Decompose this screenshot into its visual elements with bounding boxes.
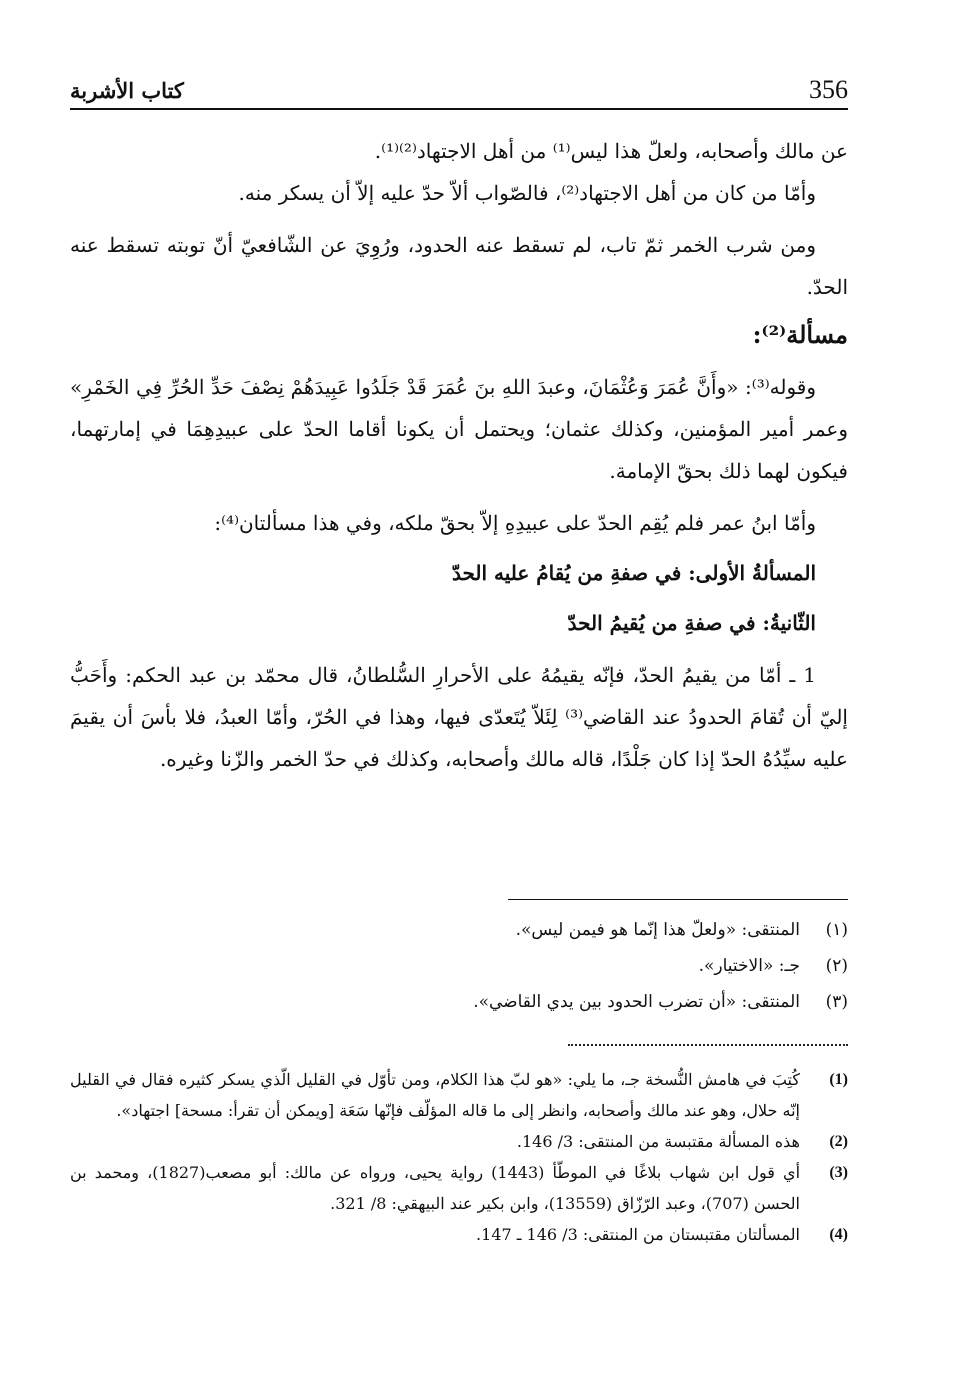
footnotes-arabic-numerals	[70, 912, 848, 1020]
footnote-number: (3)	[829, 1164, 848, 1181]
footnote-item	[70, 1126, 848, 1157]
footnote-text: جـ: «الاختيار».	[698, 956, 800, 976]
page-number: 356	[809, 75, 848, 104]
footnote-item	[70, 1064, 848, 1126]
footnote-item	[70, 984, 848, 1020]
footnote-text: المسألتان مقتبستان من المنتقى: 3/ 146 ـ 147.	[476, 1225, 800, 1244]
footnote-text: كُتِبَ في هامش النُّسخة جـ، ما يلي: «هو لبّ هذا الكلام، ومن تأوّل في القليل الّذي يسكر كثيره فقال في القليل إنّه حلال، وهو عند مالك وأصحابه، وانظر إلى ما قاله المؤلّف فإنّها سَعَة [ويمكن أن تقرأ: مسحة] اجتهاد».	[70, 1070, 801, 1120]
page-header	[70, 72, 848, 108]
paragraph-3: ومن شرب الخمر ثمّ تاب، لم تسقط عنه الحدود، ورُوِيَ عن الشّافعيّ أنّ توبته تسقط عنه الحدّ.	[70, 233, 848, 299]
paragraph-4: وقوله⁽³⁾: «وأَنَّ عُمَرَ وَعُثْمَانَ، وعبدَ اللهِ بنَ عُمَرَ قَدْ جَلَدُوا عَبِيدَهُمْ نِصْفَ حَدِّ الحُرِّ فِي الخَمْرِ» وعمر أمير المؤمنين، وكذلك عثمان؛ ويحتمل أن يكونا أقاما الحدّ على عبيدِهِمَا في إمارتهما، فيكون لهما ذلك بحقّ الإمامة.	[70, 375, 848, 483]
footnote-number: (2)	[829, 1133, 848, 1150]
paragraph-5: وأمّا ابنُ عمر فلم يُقِم الحدّ على عبيدِهِ إلاّ بحقّ ملكه، وفي هذا مسألتان⁽⁴⁾:	[214, 511, 816, 535]
footnote-number: (4)	[829, 1226, 848, 1243]
running-title: كتاب الأشربة	[70, 78, 184, 103]
subheading-1: المسألةُ الأولى: في صفةِ من يُقامُ عليه الحدّ	[452, 561, 816, 585]
footnote-number: (1)	[829, 1071, 848, 1088]
subheading-2: الثّانيةُ: في صفةِ من يُقيمُ الحدّ	[567, 611, 816, 635]
footnote-number: (١)	[825, 920, 848, 940]
footnote-item	[70, 948, 848, 984]
paragraph-1: عن مالك وأصحابه، ولعلّ هذا ليس⁽¹⁾ من أهل الاجتهاد⁽²⁾⁽¹⁾.	[374, 139, 848, 163]
footnote-item	[70, 912, 848, 948]
footnote-text: المنتقى: «أن تضرب الحدود بين يدي القاضي».	[473, 992, 800, 1012]
header-rule	[70, 108, 848, 110]
footnote-text: المنتقى: «ولعلّ هذا إنّما هو فيمن ليس».	[515, 920, 800, 940]
footnote-text: هذه المسألة مقتبسة من المنتقى: 3/ 146.	[516, 1132, 800, 1151]
paragraph-2: وأمّا من كان من أهل الاجتهاد⁽²⁾، فالصّواب ألاّ حدّ عليه إلاّ أن يسكر منه.	[238, 181, 816, 205]
footnote-number: (٣)	[825, 992, 848, 1012]
footnote-text: أي قول ابن شهاب بلاغًا في الموطّأ (1443) رواية يحيى، ورواه عن مالك: أبو مصعب(1827)، ومحمد بن الحسن (707)، وعبد الرّزّاق (13559)، وابن بكير عند البيهقي: 8/ 321.	[70, 1163, 801, 1213]
footnote-rule	[508, 899, 848, 900]
paragraph-6: 1 ـ أمّا من يقيمُ الحدّ، فإنّه يقيمُهُ على الأحرارِ السُّلطانُ، قال محمّد بن عبد الحكم: وأَحَبُّ إليّ أن تُقامَ الحدودُ عند القاضي⁽³⁾ لِئَلاّ يُتَعدّى فيها، وهذا في الحُرّ، وأمّا العبدُ، فلا بأسَ أن يقيمَ عليه سيِّدُهُ الحدّ إذا كان جَلْدًا، قاله مالك وأصحابه، وكذلك في حدّ الخمر والزّنا وغيره.	[70, 663, 848, 771]
footnote-item	[70, 1219, 848, 1250]
dotted-separator	[568, 1044, 848, 1046]
footnote-number: (٢)	[825, 956, 848, 976]
section-heading: مسألة⁽²⁾:	[752, 320, 848, 349]
body-text	[70, 130, 848, 780]
footnotes-editor	[70, 1064, 848, 1250]
footnote-item	[70, 1157, 848, 1219]
